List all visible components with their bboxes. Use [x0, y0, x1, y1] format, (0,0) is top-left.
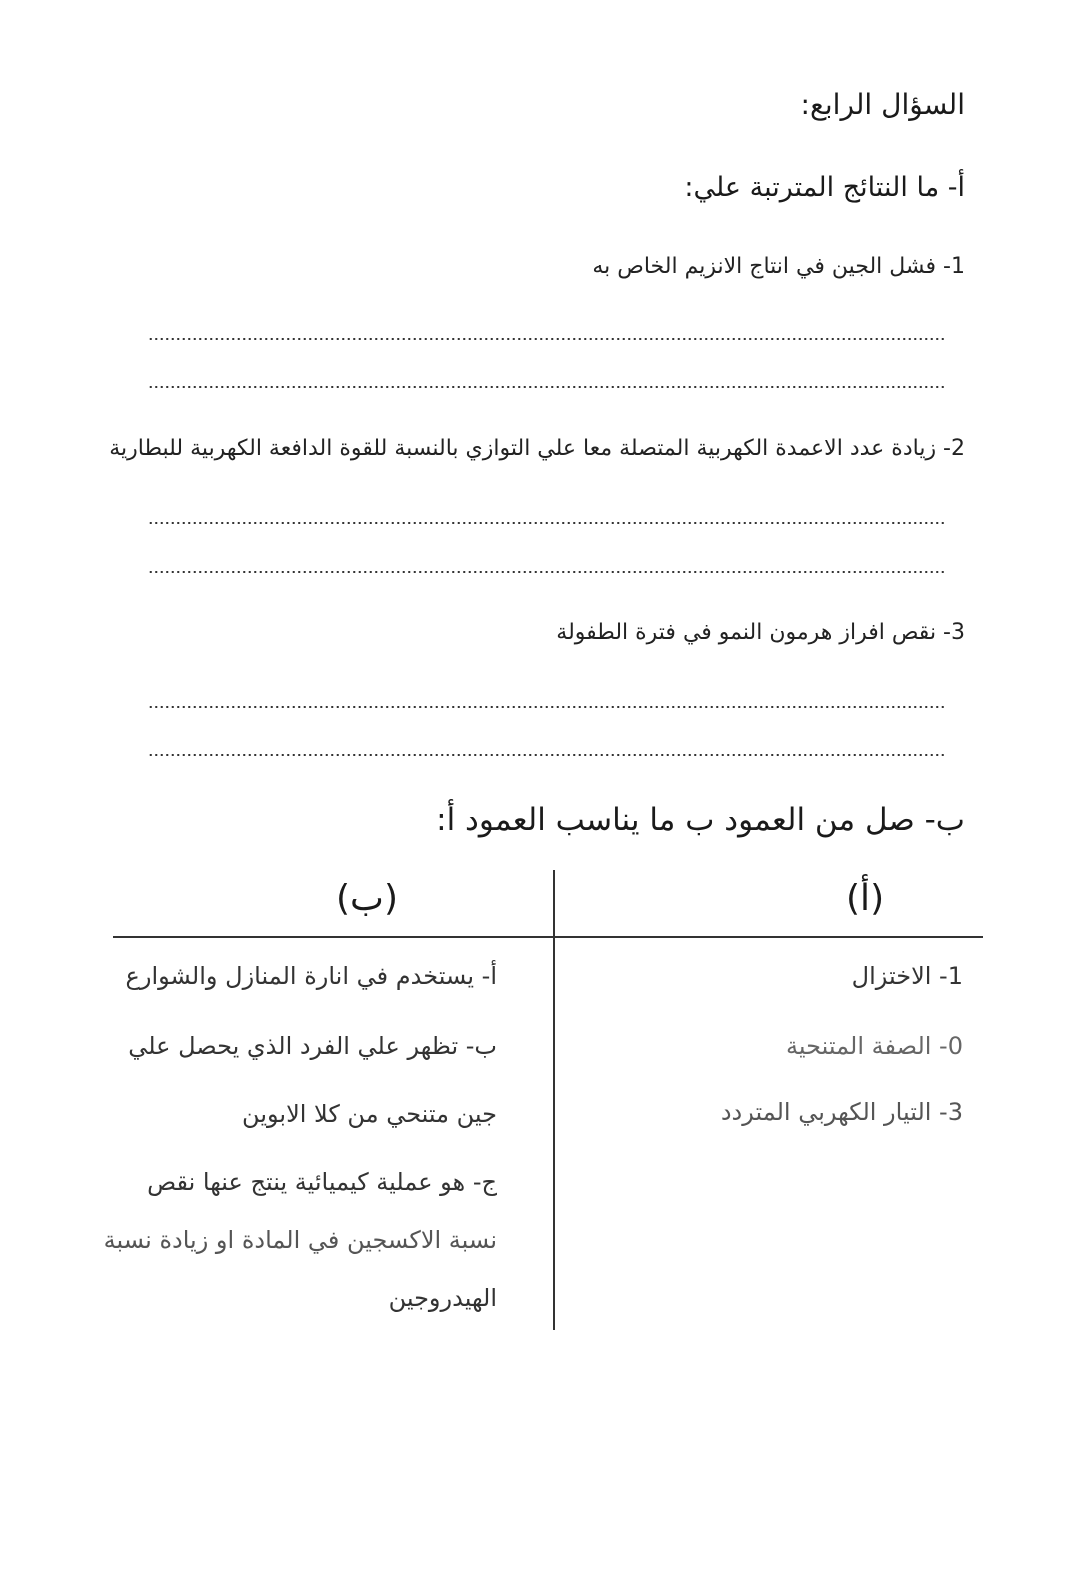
- table-header-divider: [113, 936, 983, 938]
- part-a-item-3: 3- نقص افراز هرمون النمو في فترة الطفولة: [556, 620, 965, 645]
- column-b-line: ج- هو عملية كيميائية ينتج عنها نقص: [147, 1168, 497, 1196]
- column-a-item: 1- الاختزال: [851, 962, 963, 990]
- column-b-line: ب- تظهر علي الفرد الذي يحصل علي: [128, 1032, 497, 1060]
- answer-line[interactable]: [148, 336, 944, 342]
- answer-line[interactable]: [148, 520, 944, 526]
- column-a-item: 3- التيار الكهربي المتردد: [720, 1098, 963, 1126]
- part-a-prompt: أ- ما النتائج المترتبة علي:: [684, 172, 965, 203]
- answer-line[interactable]: [148, 384, 944, 390]
- part-a-item-1: 1- فشل الجين في انتاج الانزيم الخاص به: [592, 254, 965, 279]
- part-b-prompt: ب- صل من العمود ب ما يناسب العمود أ:: [436, 802, 965, 838]
- column-b-header: (ب): [336, 878, 398, 919]
- column-b-line: نسبة الاكسجين في المادة او زيادة نسبة: [103, 1226, 497, 1254]
- column-b-line: جين متنحي من كلا الابوين: [242, 1100, 497, 1128]
- column-b-line: أ- يستخدم في انارة المنازل والشوارع: [125, 962, 497, 990]
- answer-line[interactable]: [148, 752, 944, 758]
- part-a-item-2: 2- زيادة عدد الاعمدة الكهربية المتصلة معا علي التوازي بالنسبة للقوة الدافعة الكهربية للبطارية: [109, 436, 965, 461]
- answer-line[interactable]: [148, 704, 944, 710]
- column-b-line: الهيدروجين: [388, 1284, 497, 1312]
- column-a-item: 0- الصفة المتنحية: [786, 1032, 963, 1060]
- question-title: السؤال الرابع:: [800, 88, 965, 121]
- table-column-divider: [553, 870, 555, 1330]
- column-a-header: (أ): [846, 878, 885, 919]
- answer-line[interactable]: [148, 569, 944, 575]
